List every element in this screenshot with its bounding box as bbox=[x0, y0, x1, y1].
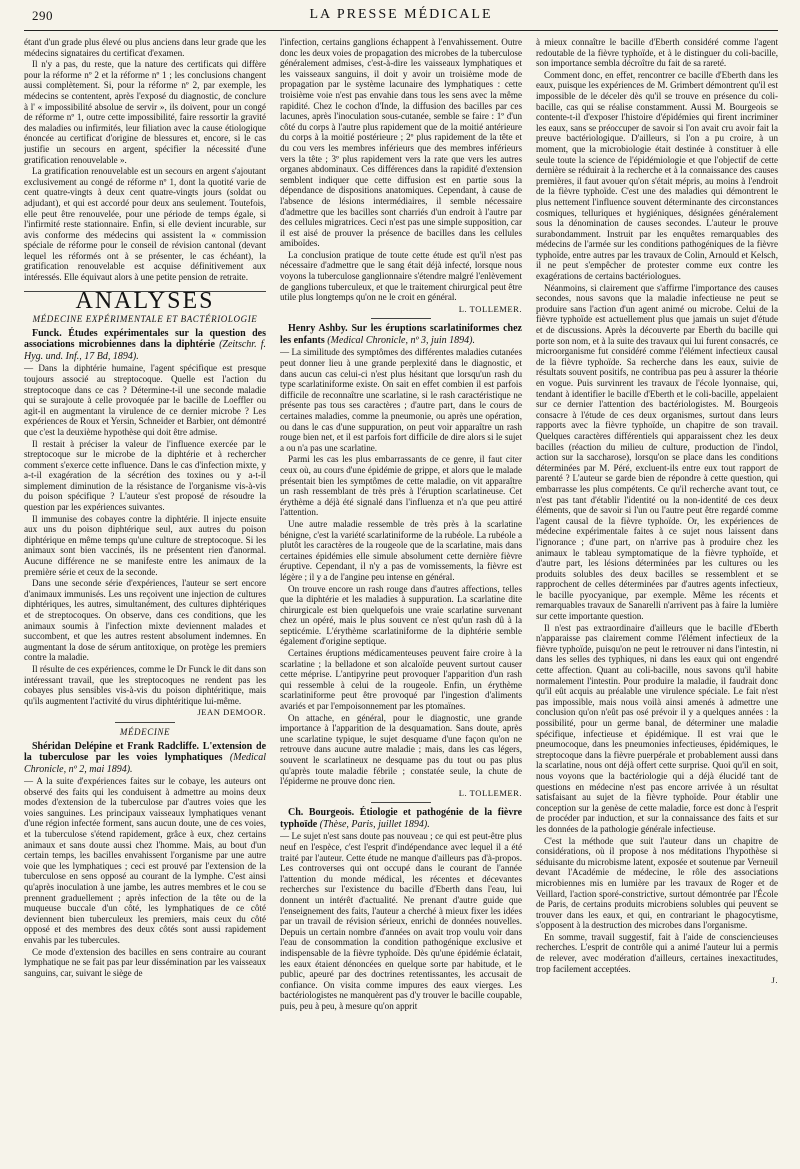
paragraph: La conclusion pratique de toute cette étude est qu'il n'est pas nécessaire d'admettre que le sang était déjà infecté, lorsque nous voyons la tuberculose ganglionnaire s'étendre malgré l'enlèvement de ganglions tuberculeux, et que le traitement chirurgical peut être utile plus longtemps qu'on ne le croit en général. bbox=[280, 249, 522, 303]
article-title-text: Études expérimentales sur la question des associations microbiennes dans la diphtérie bbox=[24, 327, 266, 351]
journal-title: LA PRESSE MÉDICALE bbox=[309, 7, 493, 22]
article-source: (Zeitschr. f. Hyg. und. Inf., 17 Bd, 1894). bbox=[24, 339, 266, 362]
paragraph: Il restait à préciser la valeur de l'influence exercée par le streptocoque sur le microbe de la diphtérie et à rechercher comment s'exerce cette influence. Dans le cas d'infection mixte, y a-t-il exagération de la sécrétion des toxines ou y a-t-il simplement diminution de la résistance de l'organisme vis-à-vis du poison spécifique ? L'auteur s'est proposé de résoudre la question par les expériences suivantes. bbox=[24, 438, 266, 513]
page-header bbox=[24, 0, 778, 31]
paragraph: l'infection, certains ganglions échappent à l'envahissement. Outre donc les deux voies de propagation des microbes de la tuberculose généralement admises, c'est-à-dire les vaisseaux lymphatiques et les vaisseaux sanguins, il doit y avoir un troisième mode de propagation par le système lacunaire des lymphatiques : cette troisième voie n'est pas envahie dans tous les sens avec la même rapidité. Chez le cochon d'Inde, la diffusion des bacilles par ces lacunes, après l'inoculation sous-cutanée, semble se faire : 1º d'un côté du corps à l'autre plus rapidement que de la moitié antérieure du corps à la moitié postérieure ; 2º plus rapidement de la tête et du cou vers les membres inférieurs que des membres inférieurs vers la tête ; 3º plus rapidement vers la rate que vers les autres organes abdominaux. Ces différences dans la rapidité d'extension semblent indiquer que cette diffusion est en partie sous la dépendance de dispositions anatomiques. Cependant, à cause de l'absence de lésions intermédiaires, il semble nécessaire d'admettre que les bacilles sont charriés d'un endroit à l'autre par des cellules migratrices. Ceci n'est pas une simple supposition, car il est aisé de prouver la présence de bacilles dans les cellules amiboïdes. bbox=[280, 37, 522, 249]
paragraph: Certaines éruptions médicamenteuses peuvent faire croire à la scarlatine ; la belladone et son alcaloïde peuvent surtout causer cette méprise. L'antipyrine peut provoquer l'apparition d'un rash qui ressemble à celui de la rougeole. Enfin, un érythème scarlatiniforme peut être provoqué par l'ingestion d'aliments avariés et par l'empoisonnement par les ptomaïnes. bbox=[280, 648, 522, 712]
article-signature: L. TOLLEMER. bbox=[458, 303, 522, 314]
article-source: (Medical Chronicle, nº 3, juin 1894). bbox=[327, 334, 475, 346]
article-title bbox=[24, 741, 266, 776]
paragraph: En somme, travail suggestif, fait à l'aide de consciencieuses recherches. L'esprit de contrôle qui a animé l'auteur lui a permis de relever, avec modération d'ailleurs, certaines inexactitudes, trop facilement acceptées. bbox=[536, 931, 778, 974]
article-signature: L. TOLLEMER. bbox=[458, 787, 522, 798]
article-title bbox=[280, 323, 522, 346]
paragraph: Il n'est pas extraordinaire d'ailleurs que le bacille d'Eberth n'apparaisse pas clairement comme l'élément infectieux de la fièvre typhoïde, puisqu'on ne peut le retrouver ni dans l'intestin, ni dans les selles des typhiques, ni dans les eaux qui ont engendré cette affection. Quant au coli-bacille, nous savons qu'il habite normalement l'intestin. Pour produire la maladie, il faudrait donc qu'il eût acquis au préalable une virulence spéciale. Le fait n'est pas impossible, mais nous voilà ainsi amenés à admettre une conclusion qu'on n'eût pas osé prévoir il y a quelques années : la possibilité, pour un germe banal, de déterminer une maladie spécifique, infectieuse et épidémique. Il est vrai que le pneumocoque, dans les pneumonies infectieuses, épidémiques, le streptocoque dans la fièvre puerpérale et probablement aussi dans la scarlatine, nous ont déjà offert cette surprise. Quoi qu'il en soit, nous voyons que la bactériologie qui a déjà élucidé tant de questions en médecine n'est pas encore arrivée à un résultat satisfaisant au sujet de la fièvre typhoïde. Pour établir une conception sur la genèse de cette maladie, force est donc à l'esprit de procéder par induction, et sur la connaissance des faits et sur les données de la pathologie générale infectieuse. bbox=[536, 622, 778, 834]
paragraph: Ce mode d'extension des bacilles en sens contraire au courant lymphatique ne se fait pas par leur dissémination par les vaisseaux sanguins, car, suivant le siège de bbox=[24, 946, 266, 978]
paragraph: — La similitude des symptômes des différentes maladies cutanées peut donner lieu à une grande perplexité dans le diagnostic, et dans aucun cas celui-ci n'est plus hésitant que lorsqu'un rash du type scarlatiniforme existe. On sait en effet combien il est parfois difficile de reconnaître une scarlatine, si le rash caractéristique ne présente pas tous ses caractères ; d'autre part, dans le cours de certaines maladies, comme la pneumonie, ou après une opération, ou dans le cas d'une suppuration, on peut voir apparaître un rash rouge bien net, et il est parfois fort difficile de dire alors si le sujet a ou n'a pas une scarlatine. bbox=[280, 347, 522, 453]
article-signature: JEAN DEMOOR. bbox=[197, 707, 266, 718]
paragraph: à mieux connaître le bacille d'Eberth considéré comme l'agent redoutable de la fièvre typhoïde, et à le distinguer du coli-bacille, son importance sembla décroître du fait de sa rareté. bbox=[536, 37, 778, 69]
article-title-text: Sur les éruptions scarlatiniformes chez les enfants bbox=[280, 323, 522, 346]
article-author: Funck. bbox=[32, 327, 62, 339]
paragraph: étant d'un grade plus élevé ou plus anciens dans leur grade que les médecins signataires du certificat d'examen. bbox=[24, 37, 266, 58]
section-heading: MÉDECINE EXPÉRIMENTALE ET BACTÉRIOLOGIE bbox=[32, 314, 258, 325]
article-signature: J. bbox=[771, 975, 778, 986]
paragraph: On attache, en général, pour le diagnostic, une grande importance à l'apparition de la desquamation. Sans doute, après une scarlatine typique, le sujet desquame d'une façon qu'on ne retrouve dans aucune autre maladie ; mais, dans les cas légers, souvent le scarlatineux ne desquame pas du tout ou pas plus qu'après toute maladie fébrile ; constatée seule, la chute de l'épiderme ne prouve donc rien. bbox=[280, 712, 522, 787]
paragraph: — Le sujet n'est sans doute pas nouveau ; ce qui est peut-être plus neuf en l'espèce, c'est l'esprit d'indépendance avec lequel il a été traité par l'auteur. Cette étude ne manque d'ailleurs pas d'à-propos. Les controverses qui ont occupé dans le courant de l'année l'attention du monde médical, les récentes et décevantes recherches sur l'existence du bacille d'Eberth dans l'eau, lui donnent un intérêt d'actualité. Ne prenant d'autre guide que l'enseignement des faits, l'auteur a cherché à mieux fixer les idées par un travail de révision sérieux, enrichi de données nouvelles. Depuis un certain nombre d'années on avait trop voulu voir dans l'eau de consommation la condition pathogénique exclusive et indispensable de la fièvre typhoïde. Dès qu'une épidémie éclatait, les eaux étaient dénoncées en quelque sorte par habitude, et le public, apeuré par des doctrines retentissantes, les accusait de confiance. On visita comme impures des eaux vierges. Les bactériologistes ne manquèrent pas d'y trouver le bacille coupable, puis, peu à peu, à mesure qu'on apprit bbox=[280, 831, 522, 1011]
article-title bbox=[24, 328, 266, 363]
article-author: Henry Ashby. bbox=[288, 323, 348, 335]
analyses-heading: ANALYSES bbox=[24, 291, 266, 311]
paragraph: C'est la méthode que suit l'auteur dans un chapitre de considérations, où il propose à nos méditations l'hypothèse si séduisante du microbisme latent, exposée et soutenue par Verneuil devant l'Académie de médecine, le rôle des associations microbiennes mis en lumière par les travaux de Roger et de Veillard, l'action sporé-constrictive, surtout démontrée par l'École de Paris, de certains produits microbiens solubles qui peuvent se trouver dans les eaux, et qui, en contrariant le phagocytisme, s'opposent à la destruction des microbes dans l'organisme. bbox=[536, 835, 778, 931]
paragraph: Néanmoins, si clairement que s'affirme l'importance des causes secondes, nous savons que la maladie infectieuse ne peut se produire sans l'action d'un agent animé ou microbe. Celui de la fièvre typhoïde est actuellement plus que jamais un sujet d'étude et de discussions. Après la découverte par Eberth du bacille qui porte son nom, et à la suite des travaux qui lui furent consacrés, ce microorganisme fut considéré comme l'élément infectieux causal de la fièvre typhoïde. Sa recherche dans les eaux, suivie de résultats souvent positifs, ne contribua pas peu à assurer la théorie en vogue. Puis survinrent les travaux de l'école lyonnaise, qui, tendant à identifier le bacille d'Eberth et le coli-bacille, appelaient sur ce dernier l'attention des bactériologistes. M. Bourgeois consacre à l'étude de ces deux organismes, surtout dans leurs rapports avec la fièvre typhoïde, un chapitre de son travail. Quelques caractères différentiels qui apparaissent chez les deux bacilles (réaction du milieu de culture, production de l'indol, action sur la saccharose), lorsqu'on se place dans les conditions déterminées par M. Péré, excluent-ils entre eux tout rapport de parenté ? L'auteur se garde bien de répondre à cette question, qui embarrasse les plus compétents. Ce qu'il recherche avant tout, ce n'est pas tant d'établir l'identité ou la non-identité de ces deux éléments, que de savoir si l'un ou l'autre peut être regardé comme l'agent causal de la fièvre typhoïde. Or, les expériences de médecine expérimentale faites à ce sujet nous laissent dans l'ignorance ; d'une part, on n'arrive pas à produire chez les animaux le tableau symptomatique de la fièvre typhoïde, et d'autre part, les lésions déterminées par les cultures ou les produits solubles des deux bacilles se ressemblent et se rapprochent de celles déterminées par d'autres agents infectieux, le bacille pyocyanique, par exemple. Même les récents et remarquables travaux de Sanarelli n'arrivent pas à faire la lumière sur cette importante question. bbox=[536, 282, 778, 622]
article-source: (Medical Chronicle, nº 2, mai 1894). bbox=[24, 752, 266, 775]
paragraph: Il n'y a pas, du reste, que la nature des certificats qui diffère pour la réforme nº 2 et la réforme nº 1 ; les conclusions changent aussi complètement. Si, pour la réforme nº 2, par exemple, les médecins se contentent, après l'exposé du diagnostic, de conclure à l' « impossibilité absolue de servir », ils doivent, pour un congé de réforme nº 1, outre cette impossibilité, faire ressortir la gravité des maladies ou infirmités, leur filiation avec la cause étiologique énoncée au certificat d'origine de blessures et, encore, si le cas justifie un secours en argent, spécifier la nécessité d'une gratification renouvelable ». bbox=[24, 59, 266, 165]
article-source: (Thèse, Paris, juillet 1894). bbox=[319, 818, 430, 830]
column-3 bbox=[536, 37, 778, 1162]
paragraph: — Dans la diphtérie humaine, l'agent spécifique est presque toujours associé au streptocoque. Quelle est l'action du streptocoque dans ce cas ? Détermine-t-il une seconde maladie qui se surajoute à celle provoquée par le bacille de Loeffler ou agit-il en augmentant la virulence de ce dernier microbe ? Les expériences de Roux et Yersin, Schneider et Barbier, ont démontré que c'est la deuxième hypothèse qui doit être admise. bbox=[24, 363, 266, 437]
text-columns bbox=[24, 37, 778, 1162]
paragraph: Une autre maladie ressemble de très près à la scarlatine bénigne, c'est la variété scarlatiniforme de la rubéole. La rubéole a plutôt les caractères de la rougeole que de la scarlatine, mais dans certaines épidémies elle simule absolument cette dernière fièvre éruptive. Cependant, il n'y a pas de vomissements, la fièvre est légère ; il y a de l'angine peu intense en général. bbox=[280, 518, 522, 582]
paragraph: Comment donc, en effet, rencontrer ce bacille d'Eberth dans les eaux, puisque les expériences de M. Grimbert démontrent qu'il est impossible de le déceler dès qu'il se trouve en présence du coli-bacille, cas qui se réalise constamment. Aussi M. Bourgeois se contente-t-il d'exposer l'histoire d'épidémies qui firent incriminer les eaux, sans se préoccuper de savoir si l'on avait cru avoir fait la preuve bactériologique. D'ailleurs, si l'on a pu croire, à un moment, que la microbiologie était destinée à constituer à elle seule toute la science de l'épidémiologie et que l'objectif de cette dernière se réduirait à la recherche et à la connaissance des causes premières, il faut avouer qu'on s'était mépris, au moins à l'endroit de la fièvre typhoïde. C'est une des maladies qui démontrent le plus nettement l'influence souvent déterminante des circonstances cosmiques, telluriques et hygiéniques, désignées généralement sous la dénomination de causes secondes. L'auteur le prouve surabondamment. Instruit par les enquêtes remarquables des médecins de l'armée sur les conditions pathogéniques de la fièvre typhoïde, entre autres par les travaux de Colin, Arnould et Kelsch, il ne peut s'empêcher de protester comme eux contre les exagérations de certains bactériologues. bbox=[536, 69, 778, 282]
column-1 bbox=[24, 37, 266, 1162]
paragraph: Parmi les cas les plus embarrassants de ce genre, il faut citer ceux où, au cours d'une épidémie de grippe, et alors que le malade présentait bien les symptômes de cette maladie, on vit apparaître un rash ressemblant de très près à l'éruption scarlatineuse. Cet érythème a déjà été signalé dans l'influenza et n'a que peu attiré l'attention. bbox=[280, 454, 522, 518]
article-author: Shéridan Delépine et Frank Radcliffe. bbox=[32, 740, 200, 752]
paragraph: Il immunise des cobayes contre la diphtérie. Il injecte ensuite aux uns du poison diphtérique seul, aux autres du poison diphtérique en même temps qu'une culture de streptocoque. Si les animaux sont bien vaccinés, ils ne présentent rien d'anormal. Aucune différence ne se manifeste entre les animaux de la première série et ceux de la seconde. bbox=[24, 513, 266, 577]
article-title-text: Étiologie et pathogénie de la fièvre typhoïde bbox=[280, 807, 522, 830]
section-heading: MÉDECINE bbox=[119, 726, 171, 737]
paragraph: On trouve encore un rash rouge dans d'autres affections, telles que la diphtérie et les maladies à suppuration. La scarlatine dite chirurgicale est bien quelquefois une vraie scarlatine survenant chez un opéré, mais le plus souvent ce n'est qu'un rash dû à la septicémie. L'érythème scarlatiniforme de la diphtérie semble également d'origine septique. bbox=[280, 583, 522, 647]
paragraph: — A la suite d'expériences faites sur le cobaye, les auteurs ont observé des faits qui les conduisent à admettre au moins deux modes d'extension de la tuberculose par d'autres voies que les voies sanguines. Les principaux vaisseaux lymphatiques venant d'une région infectée forment, sans aucun doute, une de ces voies, et la tuberculose s'étend rapidement, grâce à eux, chez certains animaux et sans doute aussi chez l'homme. Mais, au bout d'un certain temps, les bacilles envahissent l'organisme par une autre voie que les lymphatiques ; ceci est prouvé par l'extension de la tuberculose en sens opposé au courant de la lymphe. C'est ainsi qu'après inoculation à une jambe, les autres membres et le cou se prennent graduellement ; après infection de la tête ou de la muqueuse buccale d'un côté, les lymphatiques de ce côté deviennent bien tuberculeux les premiers, mais ceux du côté opposé et des membres des deux côtés sont aussi rapidement envahis par les tubercules. bbox=[24, 776, 266, 945]
column-2 bbox=[280, 37, 522, 1162]
article-author: Ch. Bourgeois. bbox=[288, 807, 355, 819]
article-title bbox=[280, 807, 522, 830]
paragraph: Il résulte de ces expériences, comme le Dr Funck le dit dans son intéressant travail, que les streptocoques ne rendent pas les cobayes plus sensibles vis-à-vis du poison diphtéritique, mais qu'ils augmentent l'activité du virus diphtéritique lui-même. bbox=[24, 663, 266, 706]
article-title-text: L'extension de la tuberculose par les voies lymphatiques bbox=[24, 740, 266, 764]
page-number: 290 bbox=[32, 8, 53, 23]
divider bbox=[371, 802, 431, 803]
paragraph: Dans une seconde série d'expériences, l'auteur se sert encore d'animaux immunisés. Les uns reçoivent une injection de cultures diphtériques, les autres, simultanément, des cultures diphtériques et de streptocoques. On observe, dans ces conditions, que les animaux soumis à l'infection mixte deviennent malades et succombent, et que les autres restent absolument indemnes. En augmentant la dose de sérum antitoxique, on protège les premiers contre la maladie. bbox=[24, 578, 266, 663]
divider bbox=[115, 722, 175, 723]
paragraph: La gratification renouvelable est un secours en argent s'ajoutant exclusivement au congé de réforme nº 1, dont la quotité varie de cent quatre-vingts à deux cent quatre-vingts jours (soldat ou adjudant), et qui est accordé pour deux ans seulement. Toutefois, elle peut être renouvelée, pour une période de temps égale, si l'infirmité reste stationnaire. Enfin, si elle devient incurable, sur avis conforme des médecins qui assistent la « commission spéciale de réforme pour le conseil de révision cantonal (devant lequel les réformés ont à se présenter, le cas échéant), la gratification renouvelable est acquise définitivement aux intéressés. Elle équivaut alors à une petite pension de retraite. bbox=[24, 166, 266, 283]
divider bbox=[371, 318, 431, 319]
